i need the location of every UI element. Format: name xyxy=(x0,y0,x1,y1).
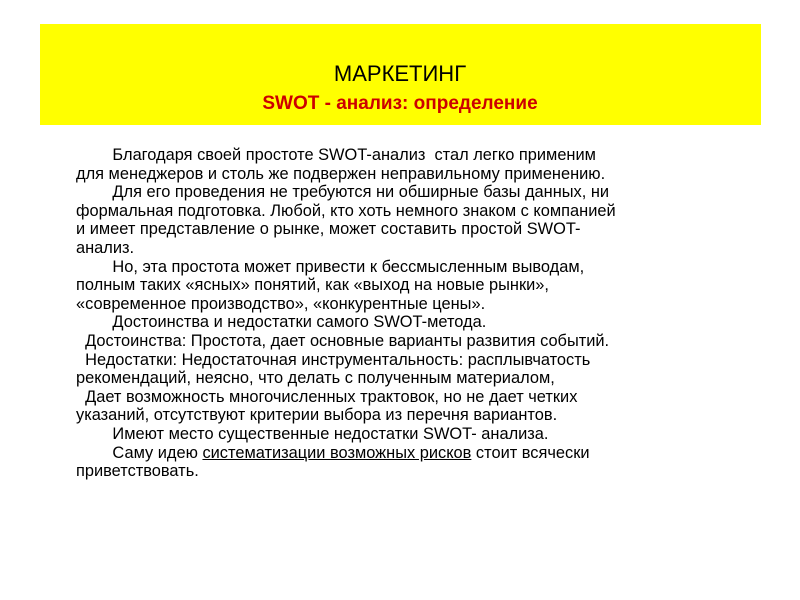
risk-systematization-link[interactable]: систематизации возможных рисков xyxy=(202,443,472,462)
body-line: Имеют место существенные недостатки SWOT- анализа. xyxy=(76,424,549,443)
body-line: полным таких «ясных» понятий, как «выход на новые рынки», xyxy=(76,276,549,295)
slide-body xyxy=(76,146,756,481)
body-line-prefix: Саму идею xyxy=(76,443,203,462)
body-line: Достоинства и недостатки самого SWOT-метода. xyxy=(76,313,487,332)
body-line-suffix: стоит всячески xyxy=(471,443,590,462)
body-line: формальная подготовка. Любой, кто хоть немного знаком с компанией xyxy=(76,201,616,220)
body-line: анализ. xyxy=(76,238,135,257)
body-line: приветствовать. xyxy=(76,462,199,481)
body-line: Дает возможность многочисленных трактовок, но не дает четких xyxy=(76,387,578,406)
slide-title: МАРКЕТИНГ xyxy=(333,61,467,86)
body-line: рекомендаций, неясно, что делать с полученным материалом, xyxy=(76,369,555,388)
body-line: указаний, отсутствуют критерии выбора из перечня вариантов. xyxy=(76,406,558,425)
body-line: и имеет представление о рынке, может составить простой SWOT- xyxy=(76,220,581,239)
body-line: Благодаря своей простоте SWOT-анализ стал легко применим xyxy=(76,146,596,164)
body-line: Достоинства: Простота, дает основные варианты развития событий. xyxy=(76,331,610,350)
body-line-with-link xyxy=(76,444,756,463)
body-line: Для его проведения не требуются ни обширные базы данных, ни xyxy=(76,183,610,202)
body-line: Недостатки: Недостаточная инструментальность: расплывчатость xyxy=(76,350,591,369)
body-line: для менеджеров и столь же подвержен неправильному применению. xyxy=(76,164,606,183)
body-line: «современное производство», «конкурентные цены». xyxy=(76,294,486,313)
slide-subtitle: SWOT - анализ: определение xyxy=(262,93,538,114)
body-line: Но, эта простота может привести к бессмысленным выводам, xyxy=(76,257,585,276)
